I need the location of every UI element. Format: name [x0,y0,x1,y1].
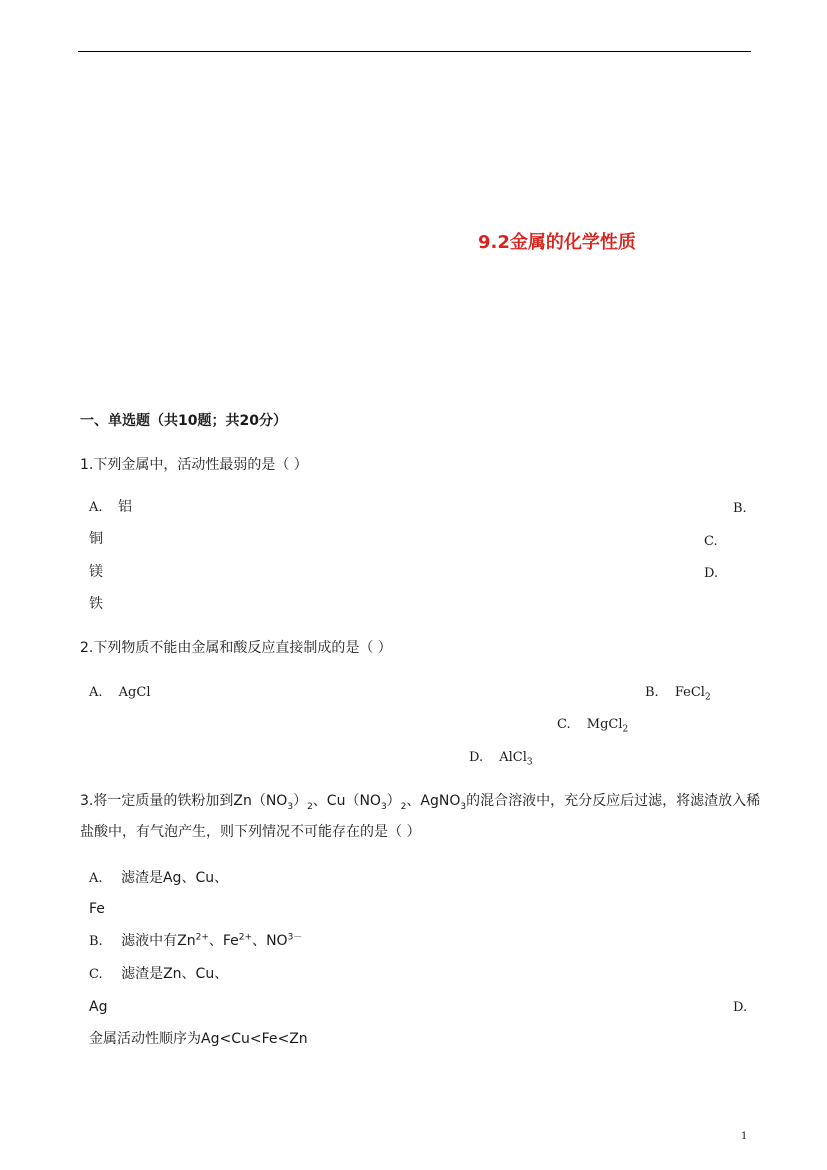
q3-option-b-part1: 滤液中有Zn [121,933,196,949]
q3-option-c-text: 滤渣是Zn、Cu、 [121,966,229,982]
q3-option-d-label: D. [733,1000,748,1015]
q3-stem-line1 [80,792,760,810]
q1-option-d-text: 铁 [89,596,103,612]
q3-stem-part2: ） [293,793,308,809]
q2-option-c-label: C. [557,717,571,732]
q1-stem: 1.下列金属中，活动性最弱的是（ ） [80,457,308,473]
q2-option-c [557,716,628,734]
q1-option-a-label: A. [89,500,103,515]
q1-option-a-text: 铝 [118,499,132,515]
q3-option-b-label: B. [89,934,103,949]
q1-option-c-label: C. [704,534,718,549]
q3-option-a-text: 滤渣是Ag、Cu、 [120,870,229,886]
q3-option-b-part2: 、Fe [208,933,239,949]
q3-stem-part1: 3.将一定质量的铁粉加到Zn（NO [80,793,288,809]
q2-stem: 2.下列物质不能由金属和酸反应直接制成的是（ ） [80,640,392,656]
q2-option-c-text: MgCl [586,717,623,732]
q2-option-c-subscript: 2 [622,724,629,735]
q1-option-d-label: D. [704,566,719,581]
q3-stem-part4: ） [386,793,401,809]
q2-option-b-subscript: 2 [704,692,711,703]
q2-option-d-label: D. [469,750,484,765]
q3-option-d-text: 金属活动性顺序为Ag<Cu<Fe<Zn [89,1031,308,1047]
page-number: 1 [741,1131,748,1142]
q2-option-a [89,684,151,702]
q1-option-c-text: 镁 [89,564,103,580]
q3-stem-sub3: 3 [380,801,387,812]
q3-option-a [89,869,228,888]
q3-option-b-sup3: 3－ [287,932,303,943]
q3-stem-sub2: 2 [307,801,313,812]
q2-option-b-text: FeCl [674,685,705,700]
q3-stem-sub4: 2 [400,801,407,812]
q2-option-d-text: AlCl [499,750,527,765]
section-heading: 一、单选题（共10题；共20分） [80,413,287,429]
q2-option-a-text: AgCl [118,685,151,700]
q3-stem-line2: 盐酸中，有气泡产生，则下列情况不可能存在的是（ ） [80,824,421,840]
q3-option-c [89,965,228,984]
q1-option-b-text: 铜 [89,531,103,547]
page-title: 9.2金属的化学性质 [478,232,636,253]
q3-option-b-sup2: 2+ [238,932,253,943]
q3-option-b-sup1: 2+ [195,932,209,943]
q3-stem-part6: 的混合溶液中，充分反应后过滤，将滤渣放入稀 [466,793,761,809]
q3-stem-sub5: 3 [460,801,467,812]
q3-option-c-label: C. [89,967,103,982]
q3-option-a-label: A. [89,871,103,886]
q3-option-b [89,932,302,951]
q2-option-b-label: B. [645,685,659,700]
q2-option-d [469,749,533,767]
q3-option-b-part3: 、NO [252,933,288,949]
header-rule [78,51,751,52]
q3-option-c-continued: Ag [89,999,108,1015]
q3-stem-part3: 、Cu（NO [312,793,381,809]
q3-stem-sub1: 3 [287,801,294,812]
q2-option-a-label: A. [89,685,103,700]
q2-option-b [645,684,711,702]
q3-stem-part5: 、AgNO [406,793,461,809]
q2-option-d-subscript: 3 [526,757,533,768]
q1-option-b-label: B. [733,501,747,516]
q3-option-a-continued: Fe [89,901,105,917]
